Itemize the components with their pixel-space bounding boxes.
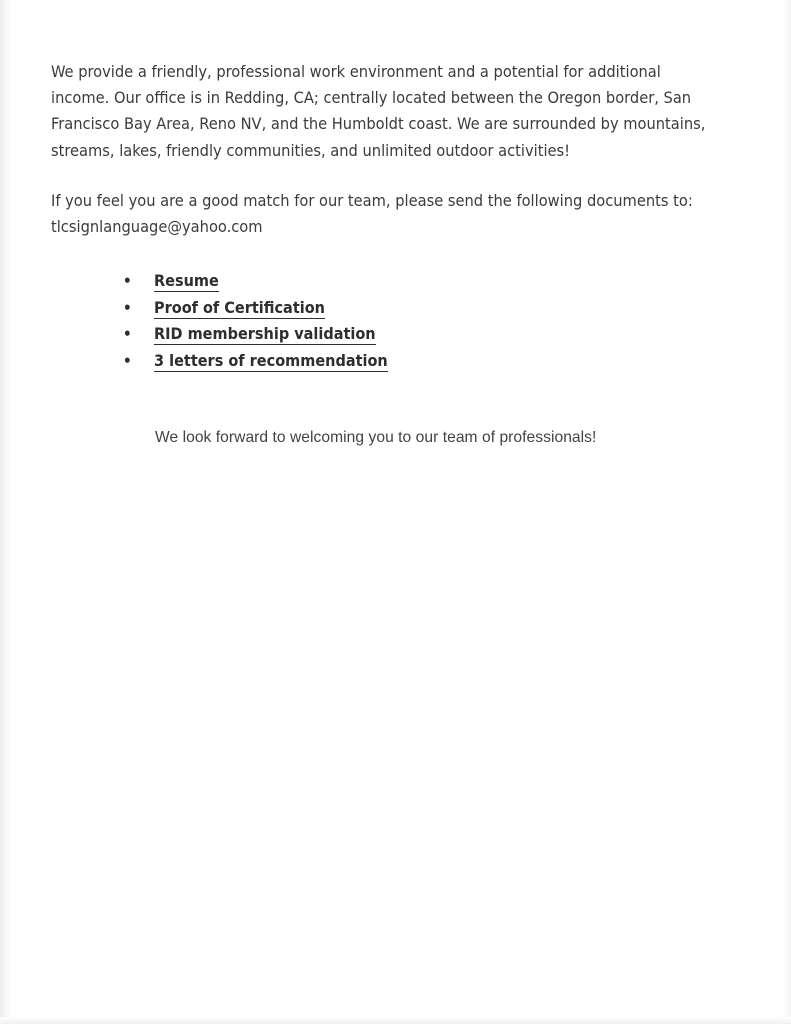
list-item [123,348,388,375]
bullet-icon: • [123,351,132,370]
required-documents-list [123,268,388,374]
document-body [51,59,731,446]
scan-edge-shadow-left [0,0,12,1024]
list-item-label: 3 letters of recommendation [154,350,388,370]
paragraph-application-instructions [51,188,711,240]
bullet-icon: • [123,298,132,317]
list-item-label: Resume [154,271,219,290]
bullet-icon: • [123,325,132,344]
paragraph-work-environment: We provide a friendly, professional work environment and a potential for additional income. Our office is in Redding, CA; centrally located between the Oregon border, San Francisco Bay Area, Reno NV, and the Humboldt coast. We are surrounded by mountains, streams, lakes, friendly communities, and unlimited outdoor activities! [51,62,706,160]
list-item [123,295,388,322]
application-instructions-text: If you feel you are a good match for our team, please send the following documents to: [51,190,693,210]
contact-email: tlcsignlanguage@yahoo.com [51,217,263,237]
list-item-label: RID membership validation [154,324,376,344]
scan-edge-shadow-bottom [0,1017,791,1024]
scan-edge-shadow-right [783,0,791,1024]
list-item [123,321,388,348]
bullet-icon: • [123,272,132,290]
list-item [123,268,388,295]
closing-statement: We look forward to welcoming you to our team of professionals! [155,429,597,446]
list-item-label: Proof of Certification [154,297,325,317]
